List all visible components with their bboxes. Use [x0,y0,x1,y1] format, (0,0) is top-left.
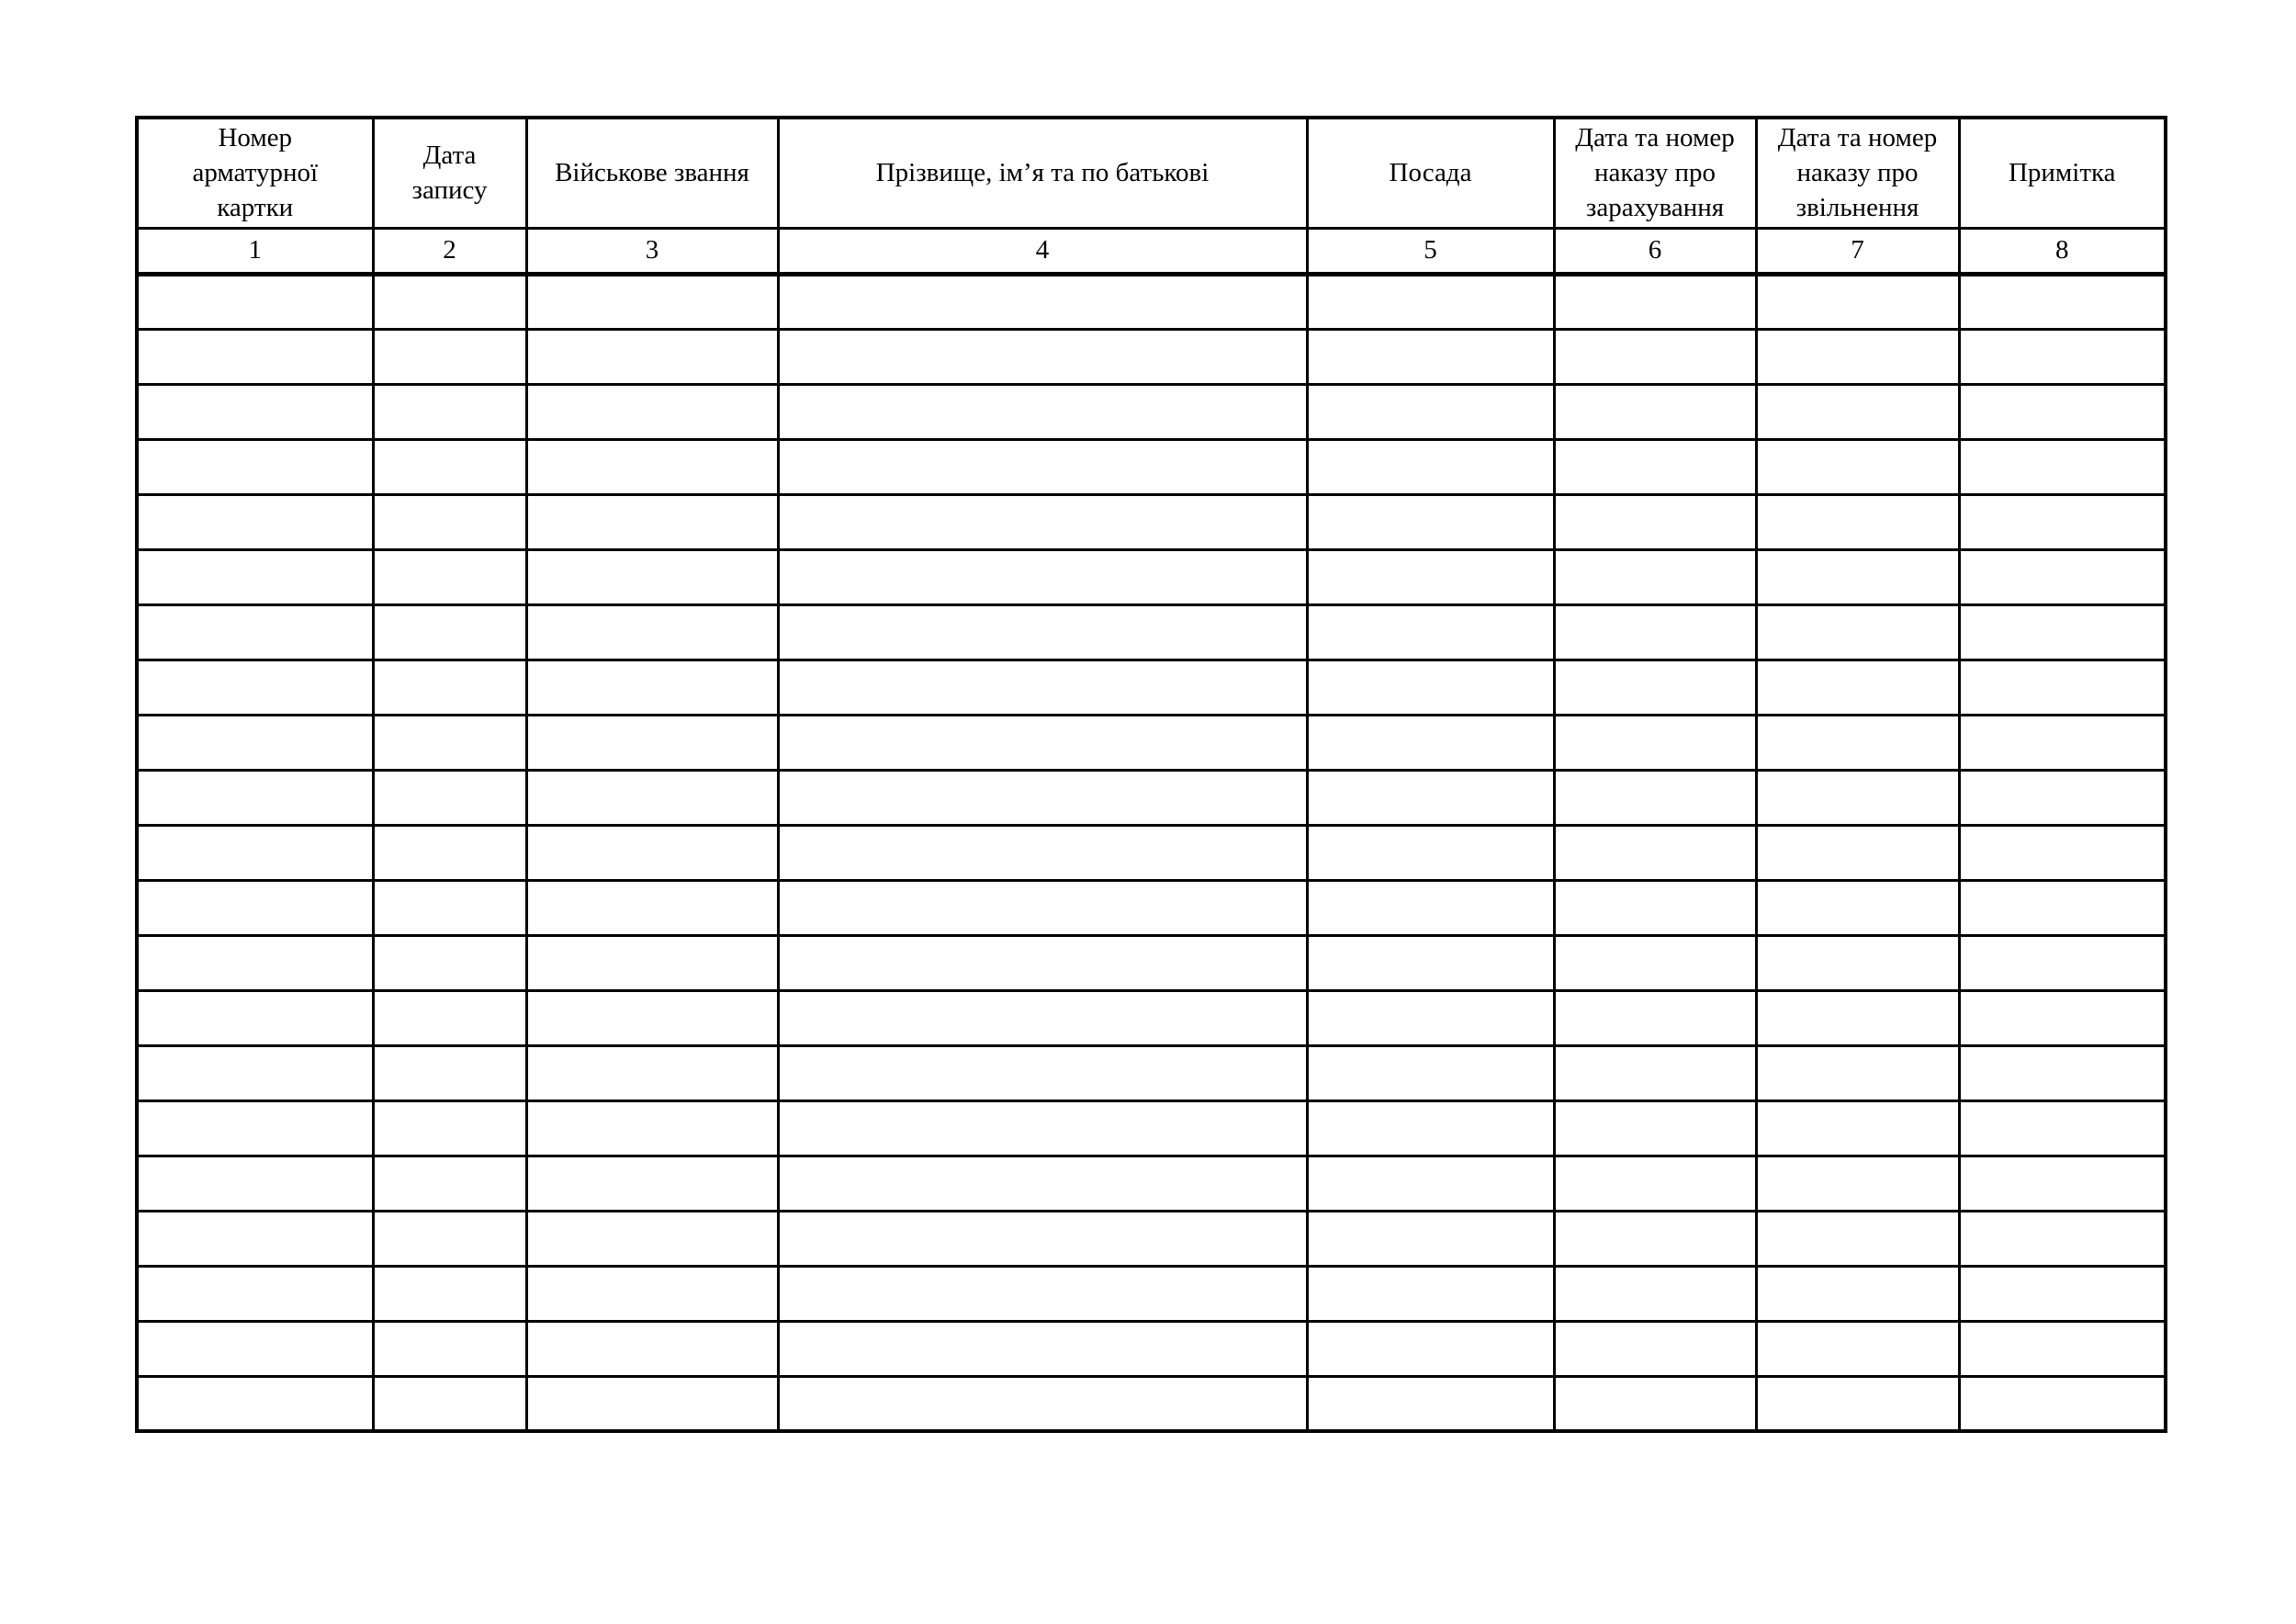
table-cell [1959,1376,2166,1431]
table-cell [526,990,778,1045]
table-cell [1756,990,1959,1045]
table-cell [373,549,526,604]
table-cell [778,770,1307,825]
table-cell [1307,494,1554,549]
table-row [137,1266,2166,1321]
table-cell [373,990,526,1045]
column-header-7: Дата та номер наказу про звільнення [1756,118,1959,228]
table-cell [1554,329,1756,384]
table-cell [1307,770,1554,825]
table-cell [1554,1211,1756,1266]
table-cell [778,1045,1307,1100]
table-row [137,1100,2166,1156]
table-row [137,274,2166,329]
table-cell [1959,329,2166,384]
table-cell [1307,1045,1554,1100]
table-cell [1756,549,1959,604]
table-cell [1959,990,2166,1045]
table-row [137,880,2166,935]
table-cell [1307,990,1554,1045]
table-cell [1756,604,1959,660]
table-cell [778,715,1307,770]
table-cell [526,935,778,990]
table-cell [526,1156,778,1211]
table-cell [778,549,1307,604]
table-cell [526,494,778,549]
table-cell [1756,935,1959,990]
table-cell [373,604,526,660]
table-cell [1756,329,1959,384]
table-cell [1959,935,2166,990]
table-cell [1756,1321,1959,1376]
table-cell [1756,1376,1959,1431]
table-cell [373,329,526,384]
table-cell [1307,1156,1554,1211]
table-cell [778,1156,1307,1211]
table-cell [137,880,373,935]
table-cell [1756,494,1959,549]
table-cell [137,1376,373,1431]
table-cell [1959,1211,2166,1266]
table-row [137,549,2166,604]
table-cell [137,990,373,1045]
table-cell [1307,1266,1554,1321]
table-cell [137,274,373,329]
column-header-3: Військове звання [526,118,778,228]
table-cell [373,825,526,880]
table-cell [1756,439,1959,494]
table-cell [1756,1211,1959,1266]
table-cell [1307,1211,1554,1266]
table-cell [373,660,526,715]
table-cell [1307,825,1554,880]
table-cell [137,384,373,439]
table-cell [1307,660,1554,715]
table-cell [373,1321,526,1376]
column-number-5: 5 [1307,228,1554,274]
table-cell [526,1376,778,1431]
table-cell [1307,329,1554,384]
table-cell [137,1045,373,1100]
table-cell [137,660,373,715]
table-cell [526,274,778,329]
table-cell [1307,274,1554,329]
table-cell [778,990,1307,1045]
table-cell [1756,274,1959,329]
table-cell [373,715,526,770]
table-cell [137,1321,373,1376]
table-cell [778,825,1307,880]
table-cell [526,1321,778,1376]
column-number-7: 7 [1756,228,1959,274]
table-cell [1554,1376,1756,1431]
table-cell [1959,825,2166,880]
register-head [137,118,2166,274]
table-row [137,935,2166,990]
table-cell [526,880,778,935]
table-cell [778,935,1307,990]
table-cell [526,384,778,439]
table-cell [526,1045,778,1100]
table-cell [526,1100,778,1156]
table-row [137,1321,2166,1376]
table-cell [1756,715,1959,770]
table-cell [1959,660,2166,715]
column-header-6: Дата та номер наказу про зарахування [1554,118,1756,228]
table-cell [1307,549,1554,604]
table-row [137,604,2166,660]
table-cell [137,439,373,494]
table-cell [1756,1045,1959,1100]
table-cell [1756,880,1959,935]
table-cell [373,1211,526,1266]
table-cell [778,329,1307,384]
table-cell [373,494,526,549]
table-cell [1307,439,1554,494]
personnel-register-table [135,116,2167,1433]
column-number-2: 2 [373,228,526,274]
table-cell [137,549,373,604]
table-cell [526,825,778,880]
table-cell [778,494,1307,549]
table-cell [526,1211,778,1266]
table-cell [1554,384,1756,439]
table-cell [1554,990,1756,1045]
table-cell [1307,1100,1554,1156]
table-cell [1554,660,1756,715]
table-cell [1959,549,2166,604]
table-cell [373,439,526,494]
table-cell [1959,1156,2166,1211]
table-cell [373,1100,526,1156]
column-number-8: 8 [1959,228,2166,274]
table-cell [526,660,778,715]
table-cell [1959,715,2166,770]
table-cell [778,439,1307,494]
table-cell [778,1376,1307,1431]
table-cell [1959,770,2166,825]
table-cell [1554,1045,1756,1100]
table-cell [1959,1100,2166,1156]
table-row [137,439,2166,494]
table-cell [373,1266,526,1321]
table-cell [778,274,1307,329]
table-cell [778,880,1307,935]
table-cell [1554,494,1756,549]
table-cell [526,329,778,384]
table-cell [1554,825,1756,880]
table-cell [1959,439,2166,494]
column-number-1: 1 [137,228,373,274]
table-cell [1959,880,2166,935]
table-cell [1554,439,1756,494]
column-header-4: Прізвище, ім’я та по батькові [778,118,1307,228]
table-cell [137,494,373,549]
table-cell [1756,825,1959,880]
table-cell [1307,384,1554,439]
table-cell [1756,770,1959,825]
table-cell [1554,770,1756,825]
table-cell [373,274,526,329]
table-row [137,825,2166,880]
table-cell [137,1156,373,1211]
table-cell [137,715,373,770]
table-cell [1554,1266,1756,1321]
table-cell [137,329,373,384]
table-cell [1756,384,1959,439]
table-cell [137,770,373,825]
table-cell [778,1211,1307,1266]
table-cell [137,825,373,880]
table-cell [373,1045,526,1100]
table-cell [1307,1376,1554,1431]
table-cell [1959,494,2166,549]
table-cell [526,1266,778,1321]
column-header-1: Номер арматурної картки [137,118,373,228]
table-cell [1307,880,1554,935]
table-cell [1554,935,1756,990]
table-cell [1554,604,1756,660]
table-cell [526,439,778,494]
number-row [137,228,2166,274]
table-cell [1307,715,1554,770]
column-number-6: 6 [1554,228,1756,274]
table-cell [373,880,526,935]
table-row [137,990,2166,1045]
header-row [137,118,2166,228]
table-cell [778,1321,1307,1376]
column-header-2: Дата запису [373,118,526,228]
table-row [137,1376,2166,1431]
table-cell [778,604,1307,660]
table-cell [137,1211,373,1266]
table-cell [1959,384,2166,439]
table-cell [1959,1045,2166,1100]
table-cell [137,935,373,990]
table-cell [1554,715,1756,770]
table-cell [137,604,373,660]
table-cell [1959,1266,2166,1321]
table-cell [778,1266,1307,1321]
table-cell [373,770,526,825]
table-cell [1959,604,2166,660]
table-cell [778,1100,1307,1156]
table-cell [778,384,1307,439]
table-cell [1307,1321,1554,1376]
table-row [137,384,2166,439]
table-cell [1554,880,1756,935]
table-cell [1554,549,1756,604]
table-row [137,494,2166,549]
table-row [137,660,2166,715]
table-row [137,1045,2166,1100]
table-cell [1554,1321,1756,1376]
table-row [137,1156,2166,1211]
table-cell [373,1156,526,1211]
table-row [137,329,2166,384]
table-cell [526,770,778,825]
table-cell [1554,274,1756,329]
table-cell [1307,604,1554,660]
column-number-4: 4 [778,228,1307,274]
table-cell [526,604,778,660]
table-cell [373,1376,526,1431]
table-cell [526,715,778,770]
table-cell [1554,1156,1756,1211]
table-cell [778,660,1307,715]
column-header-8: Примітка [1959,118,2166,228]
table-row [137,1211,2166,1266]
table-row [137,770,2166,825]
table-cell [1554,1100,1756,1156]
table-cell [137,1100,373,1156]
table-cell [526,549,778,604]
table-cell [373,935,526,990]
table-cell [1756,1266,1959,1321]
table-cell [1756,1100,1959,1156]
column-number-3: 3 [526,228,778,274]
table-cell [373,384,526,439]
table-cell [1756,1156,1959,1211]
table-cell [1959,274,2166,329]
table-cell [1756,660,1959,715]
table-cell [137,1266,373,1321]
table-row [137,715,2166,770]
table-cell [1307,935,1554,990]
register-body [137,274,2166,1431]
table-cell [1959,1321,2166,1376]
column-header-5: Посада [1307,118,1554,228]
